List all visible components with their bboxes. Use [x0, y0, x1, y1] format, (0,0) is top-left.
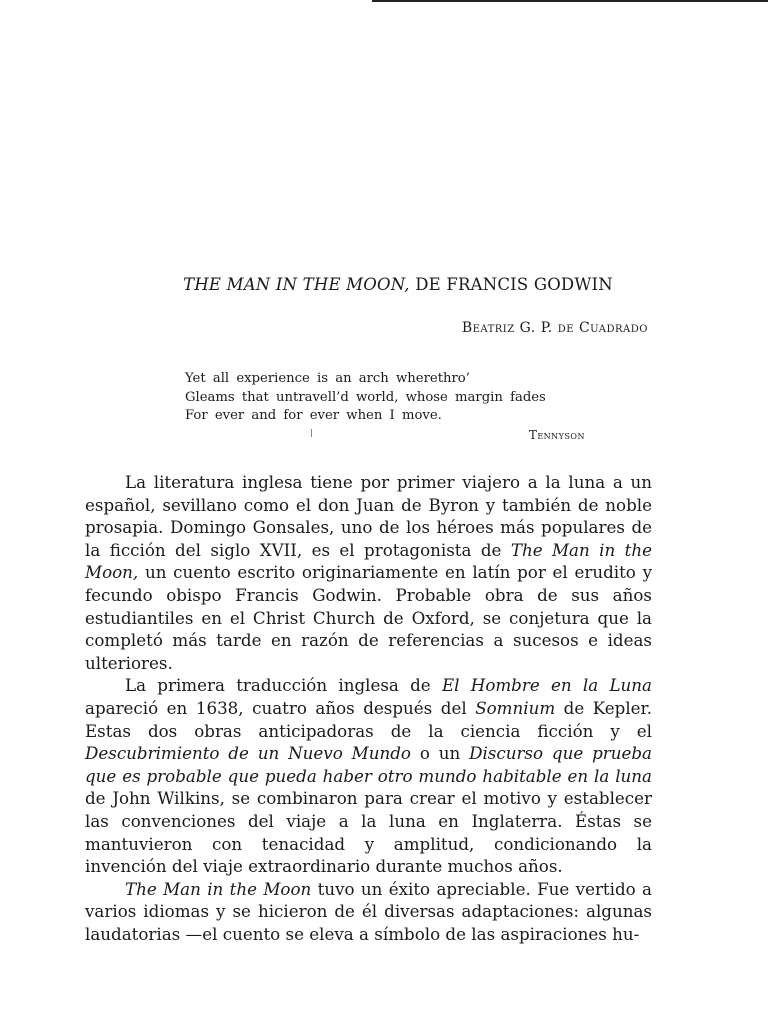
paragraph-3 — [85, 878, 652, 946]
epigraph — [185, 370, 585, 444]
title-rest: DE FRANCIS GODWIN — [409, 275, 613, 294]
epigraph-line: Gleams that untravell’d world, whose margin fades — [185, 389, 546, 405]
epigraph-line: For ever and for ever when I move. — [185, 408, 442, 423]
article-title — [0, 275, 768, 294]
text-span: de John Wilkins, se combinaron para crear el motivo y establecer las convenciones del viaje a la luna en Inglaterra. Éstas se mantuvieron con tenacidad y amplitud, condicionando la invención del viaje extraordinario durante muchos años. — [85, 788, 652, 877]
epigraph-line: Yet all experience is an arch wherethro’ — [185, 371, 470, 386]
article-body — [85, 471, 652, 945]
paragraph-1 — [85, 471, 652, 674]
italic-title: Somnium — [475, 697, 556, 718]
italic-title: Descubrimiento de un Nuevo Mundo — [85, 743, 411, 764]
text-span: apareció en 1638, cuatro años después del — [85, 697, 476, 718]
text-span: un cuento escrito originariamente en latín por el erudito y fecundo obispo Francis Godwin. Probable obra de sus años estudiantiles en el Christ Church de Oxford, se conjetura que la completó más tarde en razón de referencias a sucesos e ideas ulteriores. — [85, 562, 652, 673]
text-span: de Kepler. Estas dos obras anticipadoras de la ciencia ficción y el — [85, 697, 652, 741]
italic-title: The Man in the Moon, — [85, 539, 652, 583]
italic-title: El Hombre en la Luna — [441, 675, 652, 696]
title-italic: THE MAN IN THE MOON, — [183, 275, 410, 294]
paragraph-2 — [85, 674, 652, 877]
epigraph-attribution: Tennyson — [528, 427, 585, 442]
author-name: Beatriz G. P. de Cuadrado — [461, 320, 648, 336]
text-span: La literatura inglesa tiene por primer viajero a la luna a un español, sevillano como el don Juan de Byron y también de noble prosapia. Domingo Gonsales, uno de los héroes más populares de la ficción del siglo XVII, es el protagonista de — [85, 472, 652, 560]
italic-title: Discurso que prueba que es probable que pueda haber otro mundo habitable en la luna — [85, 743, 652, 786]
text-span: La primera traducción inglesa de — [125, 675, 442, 696]
italic-title: The Man in the Moon — [125, 878, 312, 899]
top-rule — [372, 0, 768, 2]
text-span: o un — [410, 743, 470, 764]
text-span: tuvo un éxito apreciable. Fue vertido a varios idiomas y se hicieron de él diversas adaptaciones: algunas laudatorias —el cuento se eleva a símbolo de las aspiraciones hu- — [85, 878, 652, 944]
scan-mark — [311, 429, 312, 437]
